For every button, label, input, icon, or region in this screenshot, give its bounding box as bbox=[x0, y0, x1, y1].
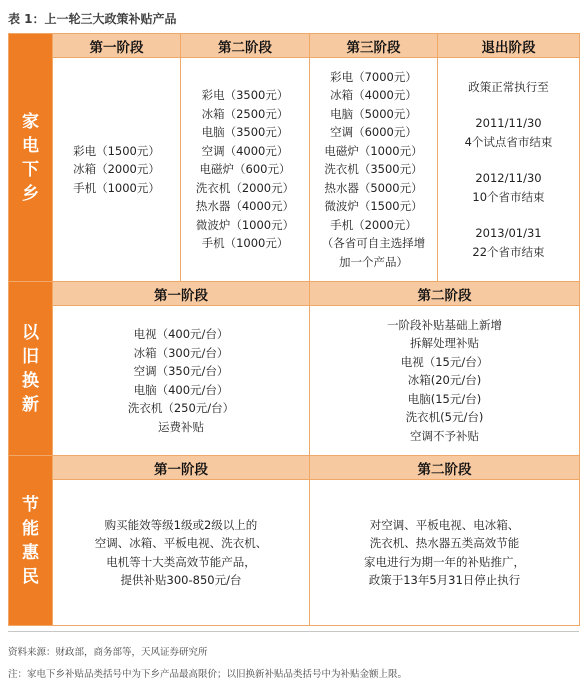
cell-line: 热水器（4000元） bbox=[195, 199, 295, 214]
section-label-char: 家 bbox=[22, 111, 39, 132]
jieneng-stage-1-cell bbox=[53, 480, 310, 626]
section-label-char: 电 bbox=[22, 135, 39, 156]
section-label-char: 节 bbox=[22, 494, 39, 515]
cell-line: 10个省市结束 bbox=[472, 189, 545, 204]
cell-line: 一阶段补贴基础上新增 bbox=[387, 317, 502, 332]
footer-divider bbox=[8, 631, 579, 632]
cell-line: 电脑（5000元） bbox=[330, 106, 417, 121]
cell-line: 电机等十大类高效节能产品， bbox=[106, 554, 256, 569]
cell-line: 家电进行为期一年的补贴推广， bbox=[364, 554, 525, 569]
cell-line: 彩电（3500元） bbox=[201, 88, 289, 103]
cell-line: 热水器（5000元） bbox=[324, 180, 423, 195]
cell-line: 2013/01/31 bbox=[475, 226, 542, 241]
cell-line: 电脑(15元/台) bbox=[407, 391, 482, 406]
line-gap bbox=[438, 96, 579, 114]
section-label-char: 换 bbox=[22, 370, 39, 391]
line-gap bbox=[438, 151, 579, 169]
cell-line: 洗衣机、热水器五类高效节能 bbox=[369, 536, 520, 550]
header-stage-2: 第二阶段 bbox=[181, 34, 310, 58]
section-label-char: 乡 bbox=[22, 183, 39, 204]
jieneng-stage-2-cell bbox=[310, 480, 580, 626]
jiadian-stage-1-cell bbox=[53, 58, 181, 282]
cell-line: 彩电（7000元） bbox=[330, 69, 417, 84]
cell-line: 4个试点省市结束 bbox=[464, 134, 553, 149]
cell-line: 冰箱（4000元） bbox=[330, 88, 417, 103]
header-stage-1: 第一阶段 bbox=[53, 282, 310, 306]
cell-line: 空调、冰箱、平板电视、洗衣机、 bbox=[94, 536, 268, 550]
header-stage-2: 第二阶段 bbox=[310, 282, 580, 306]
section-label-char: 旧 bbox=[22, 346, 39, 367]
cell-line: 电磁炉（1000元） bbox=[324, 143, 423, 158]
cell-line: 冰箱(20元/台) bbox=[407, 373, 482, 388]
footnote: 注：家电下乡补贴品类括号中为下乡产品最高限价；以旧换新补贴品类括号中为补贴金额上限。 bbox=[8, 669, 408, 680]
cell-line: 政策正常执行至 bbox=[468, 79, 549, 94]
section-label-jienenghuimin bbox=[9, 456, 53, 626]
header-stage-3: 第三阶段 bbox=[310, 34, 438, 58]
cell-line: （各省可自主选择增 bbox=[321, 236, 426, 251]
cell-line: 提供补贴300-850元/台 bbox=[120, 573, 242, 587]
header-stage-1: 第一阶段 bbox=[53, 34, 181, 58]
table-title: 表 1：上一轮三大政策补贴产品 bbox=[8, 12, 177, 26]
jiadian-stage-2-cell bbox=[181, 58, 310, 282]
cell-line: 购买能效等级1级或2级以上的 bbox=[104, 517, 258, 532]
section-label-char: 民 bbox=[22, 566, 39, 587]
section-label-yijiuhuanxin bbox=[9, 282, 53, 456]
yijiu-stage-2-cell bbox=[310, 306, 580, 456]
section-label-char: 惠 bbox=[22, 542, 39, 563]
cell-line: 手机（2000元） bbox=[330, 217, 417, 232]
cell-line: 政策于13年5月31日停止执行 bbox=[368, 573, 521, 587]
header-stage-1: 第一阶段 bbox=[53, 456, 310, 480]
section-label-char: 以 bbox=[22, 322, 39, 343]
cell-line: 洗衣机（3500元） bbox=[324, 162, 423, 177]
cell-line: 手机（1000元） bbox=[73, 180, 160, 195]
section-label-text bbox=[9, 493, 52, 589]
cell-line: 电脑（3500元） bbox=[201, 125, 289, 140]
cell-line: 冰箱（2000元） bbox=[73, 162, 160, 177]
source-note: 资料来源：财政部，商务部等，天风证券研究所 bbox=[8, 647, 208, 658]
header-exit-stage: 退出阶段 bbox=[438, 34, 580, 58]
cell-line: 洗衣机（2000元） bbox=[195, 180, 295, 195]
cell-line: 2011/11/30 bbox=[475, 116, 542, 131]
cell-line: 电视（15元/台） bbox=[400, 354, 489, 369]
cell-line: 22个省市结束 bbox=[472, 244, 545, 259]
cell-line: 微波炉（1000元） bbox=[195, 217, 295, 232]
cell-line: 电脑（400元/台） bbox=[133, 382, 229, 397]
cell-line: 电磁炉（600元） bbox=[199, 162, 291, 177]
jiadian-stage-3-cell bbox=[310, 58, 438, 282]
cell-line: 彩电（1500元） bbox=[73, 143, 160, 158]
cell-line: 运费补贴 bbox=[158, 419, 204, 434]
cell-line: 冰箱（300元/台） bbox=[133, 345, 229, 360]
cell-line: 微波炉（1500元） bbox=[324, 199, 423, 214]
cell-line: 洗衣机（250元/台） bbox=[127, 401, 235, 415]
jiadian-exit-cell bbox=[438, 58, 580, 282]
section-label-char: 新 bbox=[22, 394, 39, 415]
cell-line: 手机（1000元） bbox=[201, 236, 289, 251]
cell-line: 对空调、平板电视、电冰箱、 bbox=[369, 517, 520, 532]
cell-line: 加一个产品） bbox=[339, 254, 408, 269]
cell-line: 2012/11/30 bbox=[475, 171, 542, 186]
line-gap bbox=[438, 206, 579, 224]
cell-line: 冰箱（2500元） bbox=[201, 106, 289, 121]
cell-line: 空调（4000元） bbox=[201, 143, 289, 158]
section-label-jiadian bbox=[9, 34, 53, 282]
cell-line: 电视（400元/台） bbox=[133, 327, 229, 341]
section-label-text bbox=[9, 321, 52, 417]
cell-line: 拆解处理补贴 bbox=[410, 336, 479, 351]
header-stage-2: 第二阶段 bbox=[310, 456, 580, 480]
cell-line: 空调（350元/台） bbox=[133, 364, 229, 378]
section-label-char: 能 bbox=[22, 518, 39, 539]
section-label-text bbox=[9, 110, 52, 206]
yijiu-stage-1-cell bbox=[53, 306, 310, 456]
cell-line: 空调（6000元） bbox=[330, 125, 417, 140]
section-label-char: 下 bbox=[22, 159, 39, 180]
policy-table bbox=[8, 33, 580, 626]
cell-line: 洗衣机(5元/台) bbox=[405, 410, 484, 425]
cell-line: 空调不予补贴 bbox=[410, 428, 479, 443]
